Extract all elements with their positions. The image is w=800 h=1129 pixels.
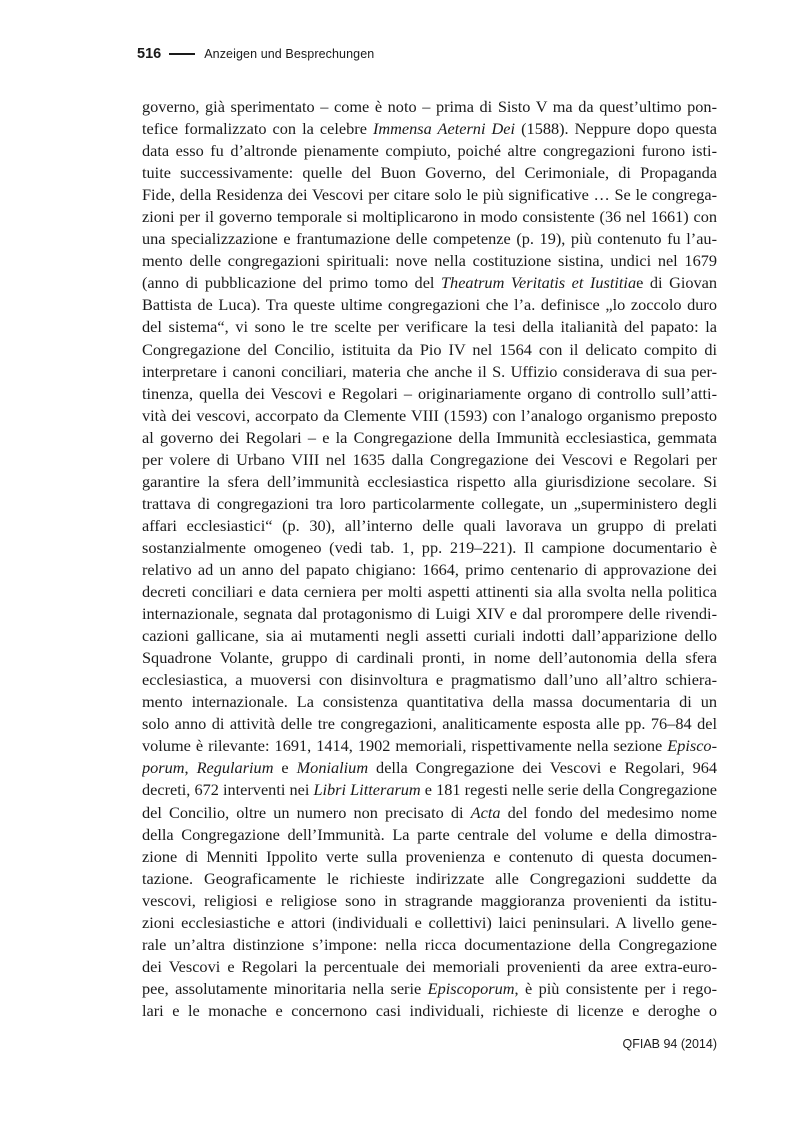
text-line: [142, 339, 717, 361]
text-line: [142, 427, 717, 449]
text-line: [142, 140, 717, 162]
text-run: (1588). Neppure dopo questa: [515, 119, 717, 139]
text-run: della Congregazione dell’Immunità. La parte centrale del volume e della dimostra-: [142, 824, 717, 844]
text-line: [142, 361, 717, 383]
text-run: pee, assolutamente minoritaria nella serie: [142, 978, 428, 998]
text-run: al governo dei Regolari – e la Congregazione della Immunità ecclesiastica, gemmata: [142, 427, 717, 447]
text-line: [142, 890, 717, 912]
text-line: [142, 493, 717, 515]
text-line: [142, 868, 717, 890]
text-run: tuite successivamente: quelle del Buon Governo, del Cerimoniale, di Propaganda: [142, 163, 717, 183]
text-run: affari ecclesiastici“ (p. 30), all’interno delle quali lavorava un gruppo di prelati: [142, 515, 717, 535]
text-line: [142, 934, 717, 956]
text-run: lari e le monache e concernono casi individuali, richieste di licenze e deroghe o: [142, 1000, 717, 1020]
text-line: [142, 471, 717, 493]
italic-text: Episcoporum: [427, 978, 515, 998]
text-line: [142, 405, 717, 427]
text-run: volume è rilevante: 1691, 1414, 1902 memoriali, rispettivamente nella sezione: [142, 736, 668, 756]
text-line: [142, 779, 717, 801]
text-line: [142, 802, 717, 824]
text-run: del sistema“, vi sono le tre scelte per verificare la tesi della italianità del papato: la: [142, 317, 717, 337]
text-line: [142, 537, 717, 559]
text-run: Fide, della Residenza dei Vescovi per citare solo le più significative … Se le congrega-: [142, 185, 717, 205]
text-run: una specializzazione e frantumazione delle competenze (p. 19), più contenuto fu l’au-: [142, 229, 717, 249]
italic-text: Regularium: [196, 758, 274, 778]
text-run: del Concilio, oltre un numero non precisato di: [142, 802, 471, 822]
text-line: [142, 846, 717, 868]
text-run: tinenza, quella dei Vescovi e Regolari – originariamente organo di controllo sull’atti-: [142, 383, 717, 403]
text-line: [142, 1000, 717, 1022]
text-run: zioni ecclesiastiche e attori (individuali e collettivi) laici peninsulari. A livello gene-: [142, 912, 717, 932]
journal-footer: QFIAB 94 (2014): [622, 1037, 717, 1051]
text-run: data esso fu d’altronde pienamente compiuto, poiché altre congregazioni furono isti-: [142, 141, 717, 161]
text-line: [142, 449, 717, 471]
running-header: [137, 43, 374, 65]
text-run: internazionale, segnata dal protagonismo di Luigi XIV e dal prorompere delle rivendi-: [142, 604, 717, 624]
text-run: decreti, 672 interventi nei: [142, 780, 314, 800]
header-rule: [169, 53, 195, 55]
text-line: [142, 647, 717, 669]
text-run: governo, già sperimentato – come è noto – prima di Sisto V ma da quest’ultimo pon-: [142, 97, 717, 116]
text-run: trattava di congregazioni tra loro particolarmente collegate, un „superministero degli: [142, 493, 717, 513]
text-line: [142, 625, 717, 647]
text-line: [142, 735, 717, 757]
text-line: [142, 272, 717, 294]
text-run: Battista de Luca). Tra queste ultime congregazioni che l’a. definisce „lo zoccolo duro: [142, 295, 717, 315]
text-run: vità dei vescovi, accorpato da Clemente VIII (1593) con l’analogo organismo preposto: [142, 405, 717, 425]
text-line: [142, 978, 717, 1000]
running-title: Anzeigen und Besprechungen: [204, 47, 375, 61]
text-run: tefice formalizzato con la celebre: [142, 119, 373, 139]
text-run: garantire la sfera dell’immunità ecclesiastica rispetto alla giurisdizione secolare. Si: [142, 471, 717, 491]
text-line: [142, 559, 717, 581]
text-run: rale un’altra distinzione s’impone: nella ricca documentazione della Congregazione: [142, 934, 717, 954]
text-line: [142, 669, 717, 691]
text-run: zioni per il governo temporale si moltiplicarono in modo consistente (36 nel 1661) con: [142, 207, 717, 227]
text-line: [142, 691, 717, 713]
italic-text: Monialium: [296, 758, 369, 778]
italic-text: Acta: [470, 802, 501, 822]
text-line: [142, 581, 717, 603]
page-number: 516: [137, 46, 162, 62]
text-run: Squadrone Volante, gruppo di cardinali pronti, in nome dell’autonomia della sfera: [142, 648, 717, 668]
text-line: [142, 118, 717, 140]
text-run: (anno di pubblicazione del primo tomo del: [142, 273, 441, 293]
body-paragraph: [142, 96, 717, 1022]
text-run: cazioni gallicane, sia ai mutamenti negli assetti curiali indotti dall’apparizione dello: [142, 626, 717, 646]
text-run: solo anno di attività delle tre congregazioni, analiticamente esposta alle pp. 76–84 del: [142, 714, 717, 734]
text-line: [142, 294, 717, 316]
text-line: [142, 383, 717, 405]
text-run: e: [273, 758, 297, 778]
text-line: [142, 824, 717, 846]
text-run: interpretare i canoni conciliari, materia che anche il S. Uffizio considerava di sua per-: [142, 361, 717, 381]
text-line: [142, 206, 717, 228]
text-line: [142, 162, 717, 184]
text-run: mento delle congregazioni spirituali: nove nella costituzione sistina, undici nel 1679: [142, 251, 717, 271]
text-run: zione di Menniti Ippolito verte sulla provenienza e contenuto di questa documen-: [142, 846, 717, 866]
text-run: per volere di Urbano VIII nel 1635 dalla Congregazione dei Vescovi e Regolari per: [142, 449, 717, 469]
text-run: e di Giovan: [636, 273, 717, 293]
text-run: del fondo del medesimo nome: [500, 802, 717, 822]
italic-text: Libri Litterarum: [313, 780, 421, 800]
text-run: mento internazionale. La consistenza quantitativa della massa documentaria di un: [142, 692, 717, 712]
text-line: [142, 515, 717, 537]
italic-text: porum: [142, 758, 185, 778]
text-run: ,: [184, 758, 197, 778]
text-line: [142, 603, 717, 625]
text-run: dei Vescovi e Regolari la percentuale dei memoriali provenienti da aree extra-euro-: [142, 956, 717, 976]
text-line: [142, 250, 717, 272]
text-run: tazione. Geograficamente le richieste indirizzate alle Congregazioni suddette da: [142, 868, 717, 888]
italic-text: Episco-: [667, 736, 717, 756]
text-run: vescovi, religiosi e religiose sono in stragrande maggioranza provenienti da istitu-: [142, 890, 717, 910]
text-line: [142, 316, 717, 338]
text-line: [142, 713, 717, 735]
text-line: [142, 912, 717, 934]
text-run: e 181 regesti nelle serie della Congregazione: [420, 780, 717, 800]
text-run: relativo ad un anno del papato chigiano: 1664, primo centenario di approvazione dei: [142, 559, 717, 579]
text-line: [142, 956, 717, 978]
text-line: [142, 757, 717, 779]
text-run: ecclesiastica, a muoversi con disinvoltura e pragmatismo dall’uno all’altro schiera-: [142, 670, 717, 690]
text-line: [142, 228, 717, 250]
text-run: sostanzialmente omogeneo (vedi tab. 1, pp. 219–221). Il campione documentario è: [142, 537, 717, 557]
text-run: decreti conciliari e data cerniera per molti aspetti attinenti sia alla svolta nella politica: [142, 582, 717, 602]
text-run: Congregazione del Concilio, istituita da Pio IV nel 1564 con il delicato compito di: [142, 339, 717, 359]
text-line: [142, 96, 717, 118]
italic-text: Theatrum Veritatis et Iustitia: [441, 273, 637, 293]
italic-text: Immensa Aeterni Dei: [373, 119, 516, 139]
text-line: [142, 184, 717, 206]
text-run: della Congregazione dei Vescovi e Regolari, 964: [368, 758, 717, 778]
text-run: , è più consistente per i rego-: [514, 978, 717, 998]
